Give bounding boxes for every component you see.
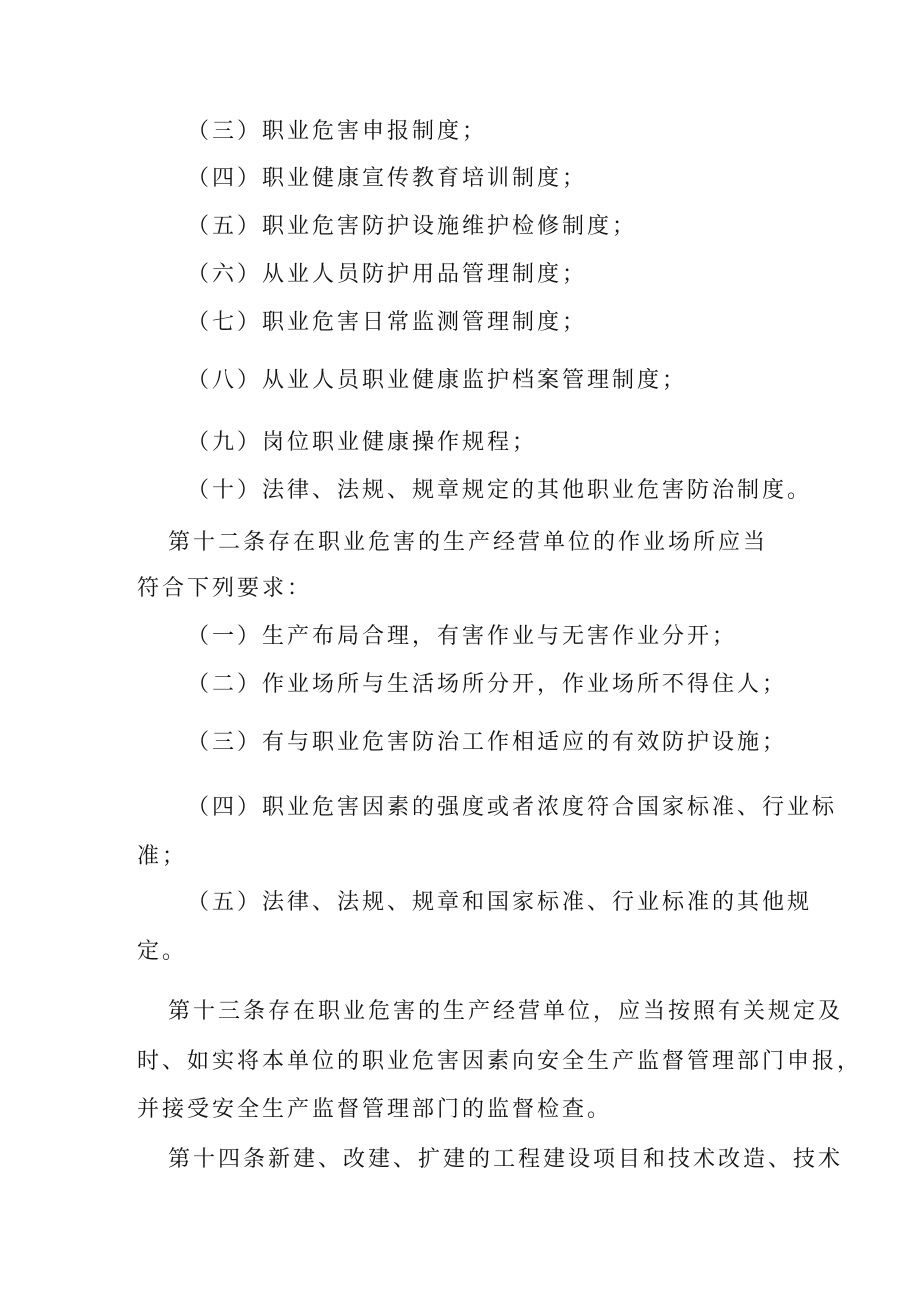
list-item-5-facility-maintenance: （五）职业危害防护设施维护检修制度；: [187, 214, 638, 239]
list-item-9-operating-procedures: （九）岗位职业健康操作规程；: [187, 430, 538, 455]
requirement-item-5-line-2: 定。: [137, 939, 188, 964]
list-item-7-daily-monitoring: （七）职业危害日常监测管理制度；: [187, 310, 588, 335]
requirement-item-1: （一）生产布局合理，有害作业与无害作业分开；: [187, 624, 738, 649]
list-item-10-other-systems: （十）法律、法规、规章规定的其他职业危害防治制度。: [187, 478, 813, 503]
requirement-item-4-line-1: （四）职业危害因素的强度或者浓度符合国家标准、行业标: [187, 795, 838, 820]
list-item-4-health-training: （四）职业健康宣传教育培训制度；: [187, 166, 588, 191]
article-12-line-2: 符合下列要求：: [137, 576, 313, 601]
requirement-item-3: （三）有与职业危害防治工作相适应的有效防护设施；: [187, 730, 788, 755]
article-13-line-2: 时、如实将本单位的职业危害因素向安全生产监督管理部门申报，: [137, 1049, 863, 1074]
requirement-item-2: （二）作业场所与生活场所分开，作业场所不得住人；: [187, 672, 788, 697]
article-13-line-3: 并接受安全生产监督管理部门的监督检查。: [137, 1097, 613, 1122]
list-item-6-protective-equipment: （六）从业人员防护用品管理制度；: [187, 262, 588, 287]
requirement-item-5-line-1: （五）法律、法规、规章和国家标准、行业标准的其他规: [187, 890, 813, 915]
article-14-line-1: 第十四条新建、改建、扩建的工程建设项目和技术改造、技术: [168, 1147, 844, 1172]
list-item-3-hazard-reporting: （三）职业危害申报制度；: [187, 119, 488, 144]
article-12-line-1: 第十二条存在职业危害的生产经营单位的作业场所应当: [168, 530, 769, 555]
requirement-item-4-line-2: 准；: [137, 844, 188, 869]
article-13-line-1: 第十三条存在职业危害的生产经营单位，应当按照有关规定及: [168, 999, 844, 1024]
list-item-8-health-records: （八）从业人员职业健康监护档案管理制度；: [187, 368, 688, 393]
